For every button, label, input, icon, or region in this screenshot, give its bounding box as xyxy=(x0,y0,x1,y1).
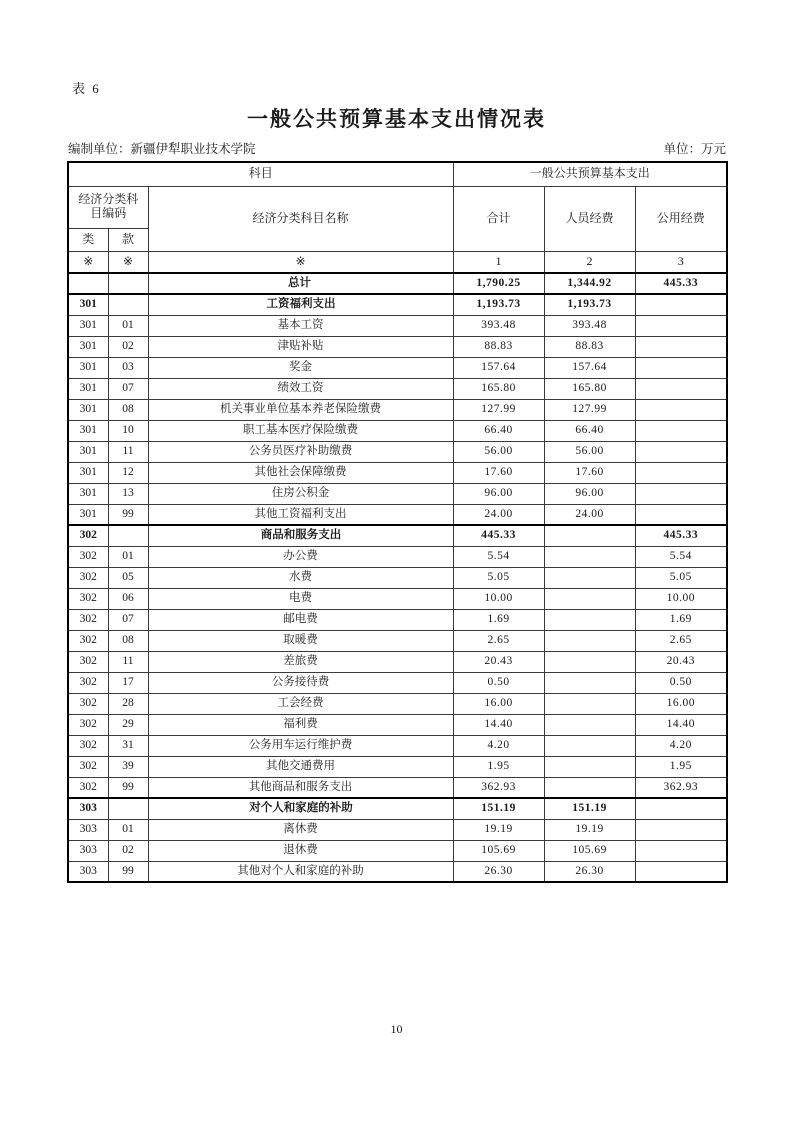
personnel-value-cell xyxy=(544,546,635,567)
subject-name-cell: 津贴补贴 xyxy=(148,336,453,357)
code-section-cell: 01 xyxy=(108,819,148,840)
code-section-cell: 28 xyxy=(108,693,148,714)
subject-name-cell: 绩效工资 xyxy=(148,378,453,399)
code-section-cell: 31 xyxy=(108,735,148,756)
public-value-cell: 362.93 xyxy=(635,777,727,798)
subject-name-cell: 其他社会保障缴费 xyxy=(148,462,453,483)
table-row xyxy=(68,840,727,861)
table-row xyxy=(68,462,727,483)
header-marker-row xyxy=(68,251,727,273)
code-section-cell xyxy=(108,525,148,546)
code-class-cell: 302 xyxy=(68,693,108,714)
subject-name-cell: 商品和服务支出 xyxy=(148,525,453,546)
code-class-cell: 302 xyxy=(68,735,108,756)
code-section-cell: 11 xyxy=(108,441,148,462)
code-class-cell: 301 xyxy=(68,378,108,399)
table-row xyxy=(68,273,727,294)
public-value-cell xyxy=(635,798,727,819)
code-group-header: 经济分类科目编码 xyxy=(68,186,148,228)
table-row xyxy=(68,714,727,735)
subject-name-cell: 奖金 xyxy=(148,357,453,378)
subject-group-header: 科目 xyxy=(68,162,453,186)
subject-name-cell: 退休费 xyxy=(148,840,453,861)
public-value-cell xyxy=(635,315,727,336)
budget-table xyxy=(67,161,728,883)
personnel-value-cell: 19.19 xyxy=(544,819,635,840)
personnel-value-cell: 1,344.92 xyxy=(544,273,635,294)
subject-name-cell: 其他对个人和家庭的补助 xyxy=(148,861,453,882)
total-value-cell: 4.20 xyxy=(453,735,544,756)
class-column-header: 类 xyxy=(68,228,108,251)
subject-name-cell: 住房公积金 xyxy=(148,483,453,504)
public-value-cell xyxy=(635,462,727,483)
budget-group-header: 一般公共预算基本支出 xyxy=(453,162,727,186)
code-section-cell: 07 xyxy=(108,609,148,630)
code-class-cell: 301 xyxy=(68,399,108,420)
table-row xyxy=(68,420,727,441)
table-row xyxy=(68,693,727,714)
total-value-cell: 1,790.25 xyxy=(453,273,544,294)
code-section-cell: 08 xyxy=(108,630,148,651)
table-row xyxy=(68,336,727,357)
personnel-value-cell xyxy=(544,756,635,777)
personnel-value-cell xyxy=(544,693,635,714)
code-class-cell xyxy=(68,273,108,294)
code-class-cell: 302 xyxy=(68,714,108,735)
personnel-value-cell: 17.60 xyxy=(544,462,635,483)
public-value-cell: 10.00 xyxy=(635,588,727,609)
subject-name-cell: 其他商品和服务支出 xyxy=(148,777,453,798)
code-class-cell: 302 xyxy=(68,546,108,567)
subject-name-cell: 总计 xyxy=(148,273,453,294)
personnel-value-cell: 105.69 xyxy=(544,840,635,861)
public-value-cell xyxy=(635,483,727,504)
total-value-cell: 96.00 xyxy=(453,483,544,504)
code-section-cell: 07 xyxy=(108,378,148,399)
personnel-value-cell xyxy=(544,588,635,609)
code-section-cell: 39 xyxy=(108,756,148,777)
personnel-value-cell xyxy=(544,609,635,630)
total-value-cell: 1.69 xyxy=(453,609,544,630)
subject-name-cell: 其他交通费用 xyxy=(148,756,453,777)
subject-name-cell: 电费 xyxy=(148,588,453,609)
table-row xyxy=(68,483,727,504)
total-value-cell: 2.65 xyxy=(453,630,544,651)
personnel-value-cell xyxy=(544,714,635,735)
personnel-value-cell: 151.19 xyxy=(544,798,635,819)
personnel-value-cell xyxy=(544,777,635,798)
table-row xyxy=(68,294,727,315)
total-value-cell: 66.40 xyxy=(453,420,544,441)
code-class-cell: 301 xyxy=(68,441,108,462)
total-value-cell: 20.43 xyxy=(453,651,544,672)
table-body xyxy=(68,273,727,882)
code-class-cell: 303 xyxy=(68,840,108,861)
code-section-cell: 08 xyxy=(108,399,148,420)
public-value-cell xyxy=(635,861,727,882)
code-section-cell xyxy=(108,798,148,819)
table-row xyxy=(68,651,727,672)
table-row xyxy=(68,756,727,777)
code-class-cell: 303 xyxy=(68,798,108,819)
code-section-cell: 17 xyxy=(108,672,148,693)
code-section-cell: 03 xyxy=(108,357,148,378)
subject-name-cell: 差旅费 xyxy=(148,651,453,672)
personnel-value-cell xyxy=(544,567,635,588)
code-class-cell: 301 xyxy=(68,420,108,441)
total-value-cell: 105.69 xyxy=(453,840,544,861)
public-value-cell: 445.33 xyxy=(635,273,727,294)
personnel-column-header: 人员经费 xyxy=(544,186,635,251)
code-class-cell: 302 xyxy=(68,588,108,609)
code-class-cell: 302 xyxy=(68,756,108,777)
personnel-value-cell: 88.83 xyxy=(544,336,635,357)
total-value-cell: 10.00 xyxy=(453,588,544,609)
code-section-cell: 13 xyxy=(108,483,148,504)
personnel-value-cell xyxy=(544,672,635,693)
public-value-cell xyxy=(635,819,727,840)
page-title: 一般公共预算基本支出情况表 xyxy=(247,107,546,131)
table-row xyxy=(68,357,727,378)
unit-note-label: 单位：万元 xyxy=(663,142,726,156)
total-value-cell: 88.83 xyxy=(453,336,544,357)
column-index-cell: 2 xyxy=(544,251,635,273)
public-value-cell: 16.00 xyxy=(635,693,727,714)
table-row xyxy=(68,315,727,336)
code-class-cell: 302 xyxy=(68,651,108,672)
public-value-cell xyxy=(635,399,727,420)
subject-name-cell: 离休费 xyxy=(148,819,453,840)
total-value-cell: 151.19 xyxy=(453,798,544,819)
public-value-cell: 5.54 xyxy=(635,546,727,567)
subject-name-cell: 公务用车运行维护费 xyxy=(148,735,453,756)
table-row xyxy=(68,798,727,819)
subject-name-cell: 工资福利支出 xyxy=(148,294,453,315)
table-row xyxy=(68,378,727,399)
personnel-value-cell xyxy=(544,630,635,651)
public-value-cell xyxy=(635,294,727,315)
code-class-cell: 302 xyxy=(68,609,108,630)
public-column-header: 公用经费 xyxy=(635,186,727,251)
total-value-cell: 56.00 xyxy=(453,441,544,462)
subject-name-cell: 水费 xyxy=(148,567,453,588)
table-row xyxy=(68,609,727,630)
personnel-value-cell xyxy=(544,651,635,672)
total-value-cell: 1.95 xyxy=(453,756,544,777)
public-value-cell xyxy=(635,840,727,861)
subject-name-cell: 取暖费 xyxy=(148,630,453,651)
total-value-cell: 26.30 xyxy=(453,861,544,882)
table-row xyxy=(68,504,727,525)
column-index-cell: 1 xyxy=(453,251,544,273)
public-value-cell: 5.05 xyxy=(635,567,727,588)
subject-name-cell: 办公费 xyxy=(148,546,453,567)
total-column-header: 合计 xyxy=(453,186,544,251)
public-value-cell: 445.33 xyxy=(635,525,727,546)
personnel-value-cell: 157.64 xyxy=(544,357,635,378)
code-class-cell: 301 xyxy=(68,294,108,315)
header-group-row xyxy=(68,162,727,186)
code-class-cell: 301 xyxy=(68,315,108,336)
table-row xyxy=(68,672,727,693)
total-value-cell: 5.05 xyxy=(453,567,544,588)
personnel-value-cell: 26.30 xyxy=(544,861,635,882)
personnel-value-cell: 96.00 xyxy=(544,483,635,504)
total-value-cell: 16.00 xyxy=(453,693,544,714)
code-class-cell: 302 xyxy=(68,672,108,693)
table-row xyxy=(68,588,727,609)
subject-name-cell: 职工基本医疗保险缴费 xyxy=(148,420,453,441)
code-section-cell: 01 xyxy=(108,315,148,336)
public-value-cell xyxy=(635,378,727,399)
personnel-value-cell: 393.48 xyxy=(544,315,635,336)
personnel-value-cell: 24.00 xyxy=(544,504,635,525)
code-class-cell: 301 xyxy=(68,462,108,483)
code-class-cell: 302 xyxy=(68,777,108,798)
column-index-cell: 3 xyxy=(635,251,727,273)
code-section-cell: 99 xyxy=(108,504,148,525)
code-section-cell: 11 xyxy=(108,651,148,672)
code-class-cell: 301 xyxy=(68,336,108,357)
table-row xyxy=(68,546,727,567)
code-class-cell: 302 xyxy=(68,630,108,651)
code-class-cell: 303 xyxy=(68,819,108,840)
table-row xyxy=(68,441,727,462)
total-value-cell: 393.48 xyxy=(453,315,544,336)
code-class-cell: 301 xyxy=(68,483,108,504)
total-value-cell: 362.93 xyxy=(453,777,544,798)
public-value-cell: 4.20 xyxy=(635,735,727,756)
table-row xyxy=(68,630,727,651)
code-section-cell: 99 xyxy=(108,861,148,882)
table-row xyxy=(68,819,727,840)
code-section-cell: 10 xyxy=(108,420,148,441)
total-value-cell: 5.54 xyxy=(453,546,544,567)
subject-name-cell: 工会经费 xyxy=(148,693,453,714)
public-value-cell: 20.43 xyxy=(635,651,727,672)
subject-name-cell: 公务接待费 xyxy=(148,672,453,693)
header-sub-row xyxy=(68,186,727,228)
code-section-cell: 01 xyxy=(108,546,148,567)
personnel-value-cell: 127.99 xyxy=(544,399,635,420)
public-value-cell: 14.40 xyxy=(635,714,727,735)
table-header xyxy=(68,162,727,273)
prepared-by-label: 编制单位：新疆伊犁职业技术学院 xyxy=(68,142,256,156)
code-section-cell: 12 xyxy=(108,462,148,483)
public-value-cell xyxy=(635,441,727,462)
table-row xyxy=(68,567,727,588)
code-class-cell: 303 xyxy=(68,861,108,882)
total-value-cell: 24.00 xyxy=(453,504,544,525)
meta-line xyxy=(68,139,726,157)
total-value-cell: 0.50 xyxy=(453,672,544,693)
public-value-cell xyxy=(635,420,727,441)
marker-cell: ※ xyxy=(108,251,148,273)
code-section-cell xyxy=(108,273,148,294)
subject-name-header: 经济分类科目名称 xyxy=(148,186,453,251)
table-row xyxy=(68,525,727,546)
personnel-value-cell: 56.00 xyxy=(544,441,635,462)
code-section-cell: 29 xyxy=(108,714,148,735)
code-section-cell: 99 xyxy=(108,777,148,798)
subject-name-cell: 公务员医疗补助缴费 xyxy=(148,441,453,462)
subject-name-cell: 对个人和家庭的补助 xyxy=(148,798,453,819)
page-number: 10 xyxy=(390,1022,403,1036)
personnel-value-cell: 66.40 xyxy=(544,420,635,441)
total-value-cell: 17.60 xyxy=(453,462,544,483)
total-value-cell: 445.33 xyxy=(453,525,544,546)
table-row xyxy=(68,399,727,420)
code-section-cell xyxy=(108,294,148,315)
code-section-cell: 06 xyxy=(108,588,148,609)
public-value-cell: 1.95 xyxy=(635,756,727,777)
total-value-cell: 127.99 xyxy=(453,399,544,420)
total-value-cell: 157.64 xyxy=(453,357,544,378)
total-value-cell: 19.19 xyxy=(453,819,544,840)
code-class-cell: 302 xyxy=(68,567,108,588)
table-number-label: 表 6 xyxy=(72,81,101,96)
personnel-value-cell xyxy=(544,735,635,756)
code-section-cell: 02 xyxy=(108,336,148,357)
public-value-cell xyxy=(635,336,727,357)
public-value-cell xyxy=(635,357,727,378)
table-row xyxy=(68,861,727,882)
code-section-cell: 02 xyxy=(108,840,148,861)
personnel-value-cell: 1,193.73 xyxy=(544,294,635,315)
total-value-cell: 1,193.73 xyxy=(453,294,544,315)
total-value-cell: 165.80 xyxy=(453,378,544,399)
personnel-value-cell: 165.80 xyxy=(544,378,635,399)
code-class-cell: 301 xyxy=(68,504,108,525)
subject-name-cell: 其他工资福利支出 xyxy=(148,504,453,525)
subject-name-cell: 福利费 xyxy=(148,714,453,735)
marker-cell: ※ xyxy=(148,251,453,273)
table-row xyxy=(68,735,727,756)
total-value-cell: 14.40 xyxy=(453,714,544,735)
code-class-cell: 301 xyxy=(68,357,108,378)
subject-name-cell: 邮电费 xyxy=(148,609,453,630)
marker-cell: ※ xyxy=(68,251,108,273)
table-row xyxy=(68,777,727,798)
code-section-cell: 05 xyxy=(108,567,148,588)
public-value-cell xyxy=(635,504,727,525)
public-value-cell: 0.50 xyxy=(635,672,727,693)
subject-name-cell: 机关事业单位基本养老保险缴费 xyxy=(148,399,453,420)
public-value-cell: 2.65 xyxy=(635,630,727,651)
section-column-header: 款 xyxy=(108,228,148,251)
personnel-value-cell xyxy=(544,525,635,546)
public-value-cell: 1.69 xyxy=(635,609,727,630)
subject-name-cell: 基本工资 xyxy=(148,315,453,336)
code-class-cell: 302 xyxy=(68,525,108,546)
